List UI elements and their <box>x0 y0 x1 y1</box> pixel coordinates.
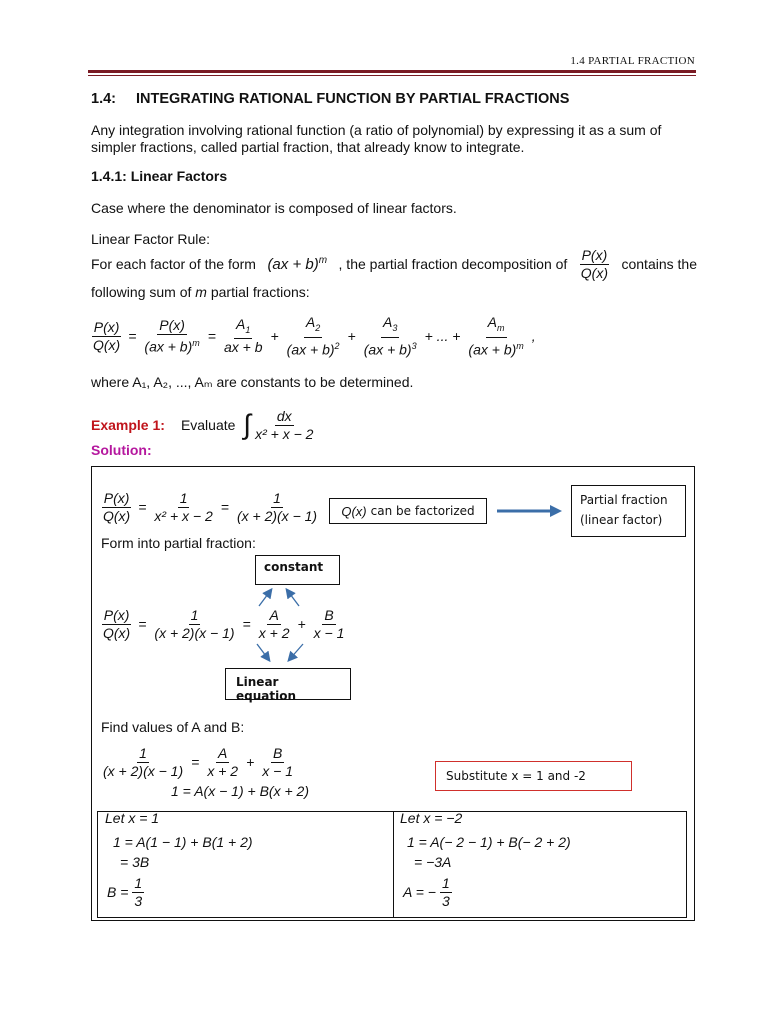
partial-fraction-note: Partial fraction (linear factor) <box>571 485 686 537</box>
formula-term-1: $\frac{A_1}{ax + b}$ <box>223 315 263 356</box>
formula-term-2: $\frac{A_2}{(ax + b)^2}$ <box>286 313 340 358</box>
rule-part-3: contains the <box>621 256 697 272</box>
left-line-1: 1 = A(1 − 1) + B(1 + 2) <box>113 834 253 850</box>
constant-note: constant <box>255 555 340 585</box>
right-line-1: 1 = A(− 2 − 1) + B(− 2 + 2) <box>407 834 571 850</box>
formula-term-m: $\frac{A_m}{(ax + b)^m}$ <box>468 313 524 358</box>
right-arrow-icon <box>495 503 565 519</box>
rule-part-2: , the partial fraction decomposition of <box>338 256 568 272</box>
right-result: A = − $\frac{1}{3}$ <box>403 874 450 909</box>
identity-equation: 1 = A(x − 1) + B(x + 2) <box>171 783 309 799</box>
right-let: Let x = −2 <box>400 810 463 826</box>
where-text: where A₁, A₂, ..., Aₘ are constants to be determined. <box>91 374 414 390</box>
intro-paragraph: Any integration involving rational function (a ratio of polynomial) by expressing it as a sum of simpler fractions, called partial fraction, that already know to integrate. <box>91 122 662 155</box>
integrand: $\frac{dx}{\text{x² + x − 2}}$ <box>255 407 314 442</box>
rule-factor: (ax + b)$^m$ <box>267 255 328 273</box>
header-rule <box>88 70 696 73</box>
example-label: Example 1: <box>91 417 165 433</box>
header-rule-thin <box>88 75 696 76</box>
find-text: Find values of A and B: <box>101 719 245 735</box>
left-let: Let x = 1 <box>105 810 160 826</box>
rule-line-2: following sum of m partial fractions: <box>91 284 310 300</box>
evaluate-text: Evaluate <box>180 417 236 433</box>
left-result: B = $\frac{1}{3}$ <box>107 874 143 909</box>
example-line <box>91 405 315 445</box>
subsection-title: 1.4.1: Linear Factors <box>91 168 228 184</box>
step1-equation: $\frac{P(x)}{Q(x)}$ = $\frac{1}{\text{x² + x − 2}}$ = $\frac{1}{(x + 2)(x - 1)}$ <box>103 489 318 524</box>
general-formula: $\frac{P(x)}{Q(x)}$ = $\frac{P(x)}{(ax + b)^m}$ = $\frac{A_1}{ax + b}$ + $\frac{A_2}{(ax + b)^2}$ + $\frac{A_3}{(ax + b)^3}$ + ... + $\frac{A_m}{(ax + b)^m}$ , <box>93 313 536 358</box>
form-text: Form into partial fraction: <box>101 535 256 551</box>
section-title <box>91 91 569 107</box>
table-divider <box>393 811 394 918</box>
section-number: 1.4: <box>91 91 116 107</box>
formula-pq-over-power: $\frac{P(x)}{(ax + b)^m}$ <box>144 316 200 355</box>
rule-line-1 <box>91 246 697 282</box>
factorized-note: Q(x) can be factorized <box>329 498 487 524</box>
right-line-2: = −3A <box>414 854 452 870</box>
section-heading: INTEGRATING RATIONAL FUNCTION BY PARTIAL FRACTIONS <box>136 91 570 107</box>
rule-heading: Linear Factor Rule: <box>91 231 211 247</box>
rule-fraction: $\frac{P(x)}{Q(x)}$ <box>580 246 609 281</box>
running-header: 1.4 PARTIAL FRACTION <box>570 55 695 67</box>
case-text: Case where the denominator is composed of linear factors. <box>91 200 457 216</box>
step2-equation: $\frac{P(x)}{Q(x)}$ = $\frac{1}{(x + 2)(x - 1)}$ = $\frac{A}{x + 2}$ + $\frac{B}{x - 1}$ <box>103 606 345 641</box>
rule-part-1: For each factor of the form <box>91 256 256 272</box>
substitution-table <box>97 811 687 918</box>
linear-equation-note: Linear equation <box>225 668 351 700</box>
formula-lhs: $\frac{P(x)}{Q(x)}$ <box>93 318 121 353</box>
integral-sign: ∫ <box>243 409 252 440</box>
left-line-2: = 3B <box>120 854 150 870</box>
formula-term-3: $\frac{A_3}{(ax + b)^3}$ <box>363 313 417 358</box>
substitute-note: Substitute x = 1 and -2 <box>435 761 632 791</box>
step3-equation: $\frac{1}{(x + 2)(x - 1)}$ = $\frac{A}{x + 2}$ + $\frac{B}{x - 1}$ <box>103 744 294 779</box>
solution-label: Solution: <box>91 442 152 458</box>
